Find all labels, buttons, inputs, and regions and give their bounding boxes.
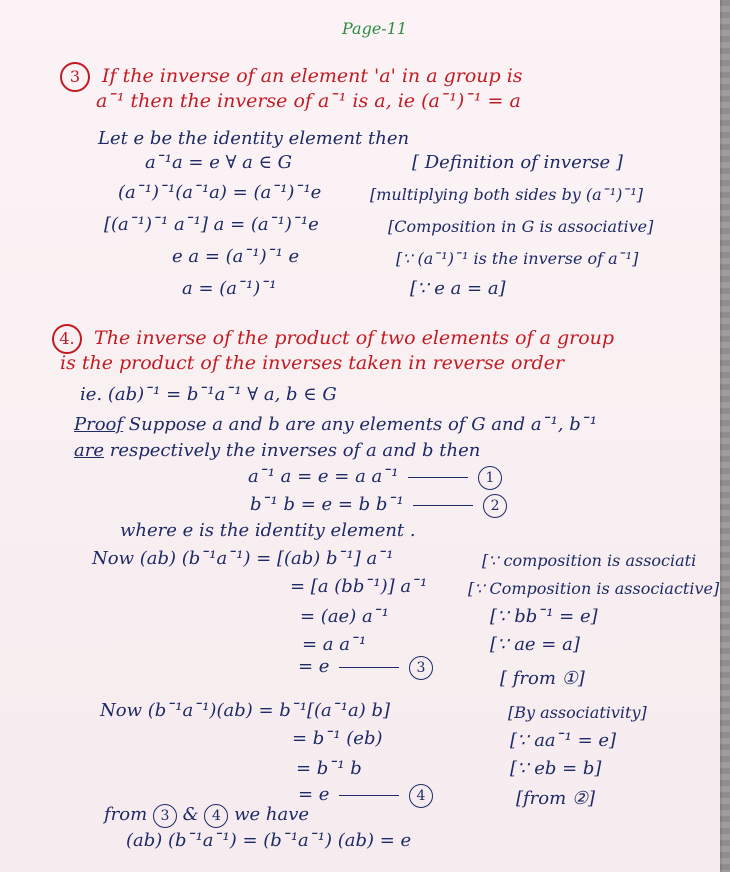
theorem-3-line2: aˉ¹ then the inverse of aˉ¹ is a, ie (aˉ¹)ˉ¹ = a (96, 90, 521, 112)
theorem-3-line1 (60, 62, 523, 92)
t3-proof-5-lhs: a = (aˉ¹)ˉ¹ (182, 278, 277, 299)
eq4-ref: 4 (409, 784, 433, 808)
t3-proof-3-lhs: [(aˉ¹)ˉ¹ aˉ¹] a = (aˉ¹)ˉ¹e (104, 214, 319, 235)
now1-1-lhs: = [a (bbˉ¹)] aˉ¹ (290, 576, 428, 597)
page-edge (720, 0, 730, 872)
theorem-4-number: 4. (52, 324, 82, 354)
now1-0-lhs: Now (ab) (bˉ¹aˉ¹) = [(ab) bˉ¹] aˉ¹ (92, 548, 394, 569)
now2-0-lhs: Now (bˉ¹aˉ¹)(ab) = bˉ¹[(aˉ¹a) b] (100, 700, 391, 721)
eq2-ref: 2 (483, 494, 507, 518)
theorem-3-statement-1: If the inverse of an element 'a' in a group is (102, 65, 523, 87)
now2-2-lhs: = bˉ¹ b (296, 758, 362, 779)
from-we-have: we have (234, 804, 310, 825)
now2-3-rhs: [from ②] (516, 788, 596, 809)
now1-3-rhs: [∵ ae = a] (490, 634, 580, 655)
t3-proof-4-lhs: e a = (aˉ¹)ˉ¹ e (172, 246, 300, 267)
where-line: where e is the identity element . (120, 520, 416, 541)
eq2: bˉ¹ b = e = b bˉ¹ (250, 494, 404, 515)
eq1-dash (408, 477, 468, 478)
eq1-line (248, 466, 502, 490)
now1-4-line (298, 656, 433, 680)
now2-3-lhs: = e (298, 784, 330, 805)
now1-3-lhs: = a aˉ¹ (302, 634, 367, 655)
now2-1-rhs: [∵ aaˉ¹ = e] (510, 730, 617, 751)
t3-proof-2-rhs: [multiplying both sides by (aˉ¹)ˉ¹] (370, 185, 644, 204)
t3-proof-1-rhs: [ Definition of inverse ] (412, 152, 623, 173)
now1-2-rhs: [∵ bbˉ¹ = e] (490, 606, 598, 627)
now1-2-lhs: = (ae) aˉ¹ (300, 606, 389, 627)
now2-3-dash (339, 795, 399, 796)
proof-intro-2: respectively the inverses of a and b then (104, 440, 481, 461)
now2-0-rhs: [By associativity] (508, 703, 647, 722)
from-text: from (104, 804, 148, 825)
now2-2-rhs: [∵ eb = b] (510, 758, 602, 779)
theorem-4-statement-1: The inverse of the product of two elements of a group (94, 327, 615, 349)
from-amp: & (182, 804, 199, 825)
eq2-line (250, 494, 507, 518)
now1-4-rhs: [ from ①] (500, 668, 585, 689)
now1-4-dash (339, 667, 399, 668)
theorem-4-statement-3: ie. (ab)ˉ¹ = bˉ¹aˉ¹ ∀ a, b ∈ G (80, 384, 337, 405)
t3-proof-0: Let e be the identity element then (98, 128, 410, 149)
now1-0-rhs: [∵ composition is associati (482, 551, 697, 570)
eq3-ref: 3 (409, 656, 433, 680)
theorem-3-number: 3 (60, 62, 90, 92)
now1-4-lhs: = e (298, 656, 330, 677)
eq2-dash (413, 505, 473, 506)
from-line (104, 804, 309, 828)
proof-intro-line1 (74, 414, 597, 436)
now2-3-line (298, 784, 433, 808)
theorem-4-statement-2: is the product of the inverses taken in reverse order (60, 352, 565, 374)
now1-1-rhs: [∵ Composition is associactive] (468, 579, 720, 598)
theorem-4-line1 (52, 324, 614, 354)
t3-proof-3-rhs: [Composition in G is associative] (388, 217, 654, 236)
from-ref-3: 3 (153, 804, 177, 828)
proof-intro-1: Suppose a and b are any elements of G and aˉ¹, bˉ¹ (128, 414, 597, 435)
t3-proof-2-lhs: (aˉ¹)ˉ¹(aˉ¹a) = (aˉ¹)ˉ¹e (118, 182, 322, 203)
t3-proof-1-lhs: aˉ¹a = e ∀ a ∈ G (145, 152, 293, 173)
final-equation: (ab) (bˉ¹aˉ¹) = (bˉ¹aˉ¹) (ab) = e (126, 830, 412, 851)
proof-label: Proof (74, 414, 124, 435)
page-label: Page-11 (342, 19, 408, 38)
t3-proof-4-rhs: [∵ (aˉ¹)ˉ¹ is the inverse of aˉ¹] (396, 249, 639, 268)
now2-1-lhs: = bˉ¹ (eb) (292, 728, 383, 749)
eq1: aˉ¹ a = e = a aˉ¹ (248, 466, 399, 487)
eq1-ref: 1 (478, 466, 502, 490)
from-ref-4: 4 (204, 804, 228, 828)
proof-are-underlined: are (74, 440, 104, 461)
t3-proof-5-rhs: [∵ e a = a] (410, 278, 506, 299)
proof-intro-line2 (74, 440, 480, 462)
